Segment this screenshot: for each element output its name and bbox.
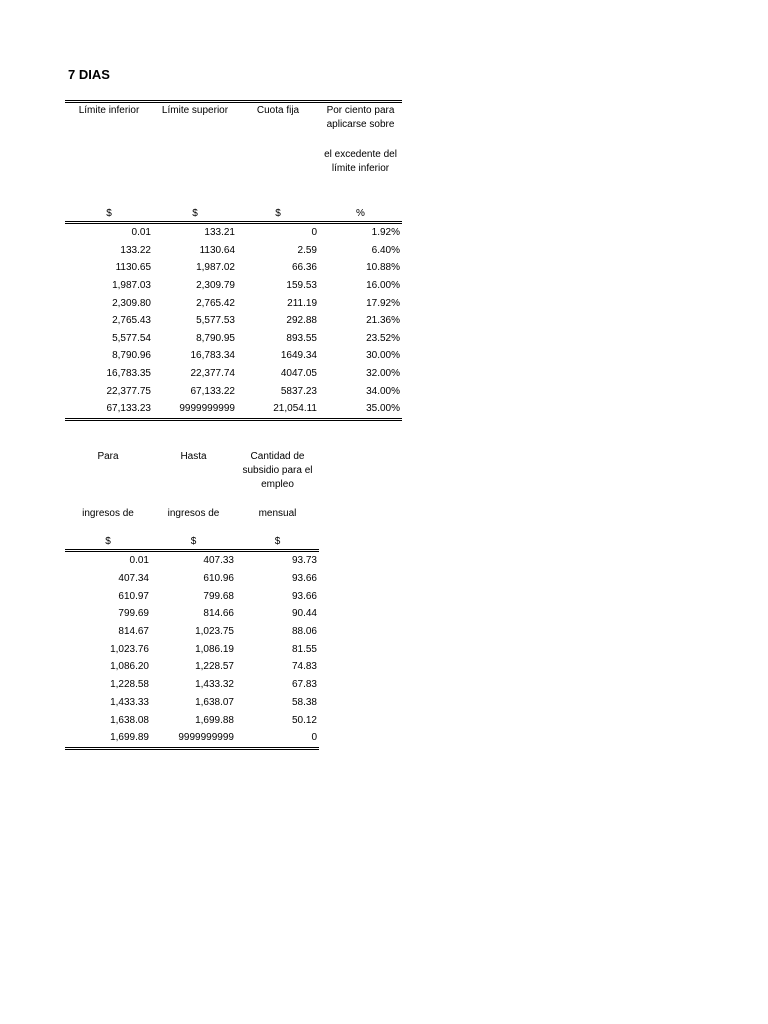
unit-label: $ [236,533,319,551]
table-row [65,587,319,605]
table-row [65,640,319,658]
table-cell: 1,987.02 [196,262,235,274]
header-limite-superior: Límite superior [161,105,229,116]
header-mensual: mensual [258,508,297,519]
table-cell: 2,765.43 [112,315,151,327]
table-cell: 1649.34 [280,350,317,362]
table-row [65,605,319,623]
page-title: 7 DIAS [68,67,110,82]
table-cell: 2,309.79 [196,280,235,292]
table-row [65,242,402,260]
table-cell: 893.55 [286,332,317,344]
table-row [65,294,402,312]
header-cantidad-subsidio: Cantidad de subsidio para el empleo [242,451,313,490]
table-cell: 0 [236,729,319,748]
unit-label: $ [151,533,236,551]
table-cell: 35.00% [319,400,402,419]
table-cell: 799.68 [203,590,234,602]
table-row [65,551,319,570]
table-cell: 0 [311,227,317,239]
header-para: Para [97,451,119,462]
table-cell: 5,577.53 [196,315,235,327]
table-cell: 30.00% [366,350,400,362]
table-cell: 74.83 [291,661,317,673]
unit-label: $ [153,204,237,223]
table-cell: 5,577.54 [112,332,151,344]
unit-label: $ [65,204,153,223]
table-row [65,330,402,348]
table-row [65,382,402,400]
table-cell: 1,699.88 [195,714,234,726]
header-limite-inferior: Límite inferior [78,105,140,116]
table-cell: 1,023.75 [195,626,234,638]
table-cell: 9999999999 [153,400,237,419]
header-cuota-fija: Cuota fija [256,105,300,116]
table-cell: 90.44 [291,608,317,620]
table-cell: 9999999999 [151,729,236,748]
table-cell: 8,790.95 [196,332,235,344]
table-cell: 0.01 [129,555,149,567]
header-ingresos-de: ingresos de [167,508,220,519]
table-cell: 2,309.80 [112,297,151,309]
table-row [65,676,319,694]
table-cell: 1,699.89 [65,729,151,748]
table-row [65,658,319,676]
unit-label: % [319,204,402,223]
table-cell: 1,023.76 [110,643,149,655]
table-row [65,623,319,641]
table-cell: 93.66 [291,573,317,585]
table-cell: 1,433.32 [195,679,234,691]
table-cell: 1,228.57 [195,661,234,673]
table-cell: 34.00% [366,385,400,397]
table-cell: 67,133.23 [65,400,153,419]
table-cell: 50.12 [291,714,317,726]
table-cell: 66.36 [291,262,317,274]
table-cell: 1,987.03 [112,280,151,292]
table-row [65,312,402,330]
header-ingresos-de: ingresos de [82,508,134,519]
table-cell: 16.00% [366,280,400,292]
table-cell: 814.66 [203,608,234,620]
table-cell: 93.73 [291,555,317,567]
table-cell: 1,086.20 [110,661,149,673]
table-row [65,694,319,712]
table-cell: 21,054.11 [237,400,319,419]
table-row [65,259,402,277]
table-cell: 1,638.07 [195,696,234,708]
table-cell: 22,377.75 [106,385,151,397]
table-cell: 8,790.96 [112,350,151,362]
table-cell: 93.66 [291,590,317,602]
table-cell: 21.36% [366,315,400,327]
unit-label: $ [237,204,319,223]
table-cell: 67,133.22 [190,385,235,397]
table-cell: 1,433.33 [110,696,149,708]
table-row [65,277,402,295]
table-cell: 133.21 [204,227,235,239]
table-cell: 16,783.34 [190,350,235,362]
table-cell: 1130.64 [199,244,235,256]
header-por-ciento [319,102,402,205]
table-cell: 23.52% [366,332,400,344]
table-cell: 67.83 [291,679,317,691]
header-por-ciento-bottom: el excedente del límite inferior [324,149,397,174]
table-cell: 292.88 [286,315,317,327]
table-cell: 2.59 [297,244,317,256]
table-cell: 22,377.74 [190,368,235,380]
table-cell: 610.96 [203,573,234,585]
table-cell: 159.53 [286,280,317,292]
isr-rate-table [65,100,402,421]
table-row [65,400,402,419]
unit-label: $ [65,533,151,551]
table-cell: 6.40% [371,244,400,256]
table-row [65,347,402,365]
table-cell: 81.55 [291,643,317,655]
table-cell: 407.33 [203,555,234,567]
subsidy-table [65,450,319,750]
table-cell: 17.92% [366,297,400,309]
table-cell: 211.19 [287,297,317,309]
table-cell: 5837.23 [280,385,317,397]
header-por-ciento-top: Por ciento para aplicarse sobre [326,105,395,130]
table-cell: 4047.05 [280,368,317,380]
table-cell: 1,638.08 [110,714,149,726]
table-cell: 133.22 [120,244,151,256]
header-hasta: Hasta [180,451,207,462]
table-cell: 32.00% [366,368,400,380]
table-cell: 10.88% [366,262,400,274]
table-row [65,729,319,748]
table-cell: 1.92% [371,227,400,239]
table-cell: 1,086.19 [195,643,234,655]
table-row [65,365,402,383]
table-cell: 1130.65 [115,262,151,274]
table-cell: 2,765.42 [196,297,235,309]
table-cell: 610.97 [118,590,149,602]
table-row [65,570,319,588]
table-cell: 88.06 [291,626,317,638]
table-cell: 58.38 [291,696,317,708]
table-cell: 16,783.35 [106,368,151,380]
table-row [65,711,319,729]
table-cell: 799.69 [118,608,149,620]
table-cell: 1,228.58 [110,679,149,691]
table-row [65,223,402,242]
table-cell: 0.01 [131,227,151,239]
table-cell: 814.67 [118,626,149,638]
table-cell: 407.34 [118,573,149,585]
